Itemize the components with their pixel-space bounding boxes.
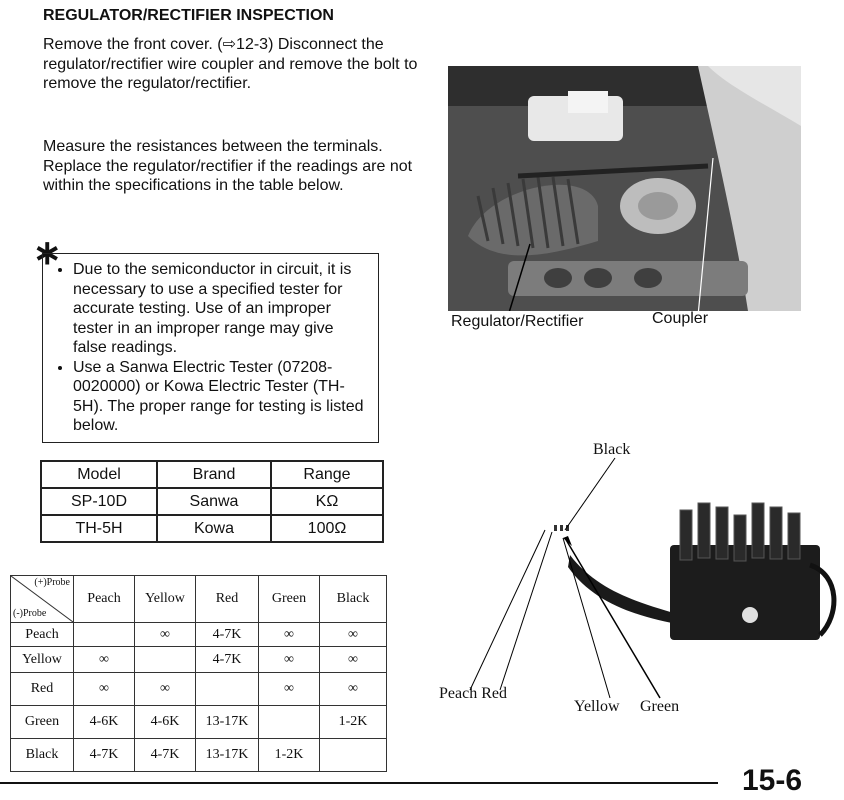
- table-cell: ∞: [259, 623, 320, 647]
- row-header: Yellow: [11, 647, 74, 673]
- row-header: Black: [11, 739, 74, 772]
- peach-red-terminal-label: Peach Red: [439, 685, 507, 702]
- table-cell: 4-6K: [74, 706, 135, 739]
- table-cell: ∞: [259, 673, 320, 706]
- green-terminal-label: Green: [640, 698, 680, 715]
- table-row: [11, 673, 387, 706]
- table-cell: KΩ: [271, 488, 383, 515]
- coupler-label: Coupler: [652, 310, 709, 327]
- table-cell: 4-7K: [196, 623, 259, 647]
- table-cell: 13-17K: [196, 706, 259, 739]
- table-cell: ∞: [320, 623, 387, 647]
- footer-rule: [0, 782, 718, 784]
- table-cell: [135, 647, 196, 673]
- row-header: Red: [11, 673, 74, 706]
- section-title: REGULATOR/RECTIFIER INSPECTION: [43, 7, 334, 24]
- table-row: [41, 515, 383, 542]
- probe-resistance-table: [10, 575, 387, 772]
- row-header: Green: [11, 706, 74, 739]
- table-cell: SP-10D: [41, 488, 157, 515]
- table-row: [11, 739, 387, 772]
- yellow-terminal-label: Yellow: [574, 698, 620, 715]
- column-header: Yellow: [135, 576, 196, 623]
- caution-note-item: • Use a Sanwa Electric Tester (07208-0020000) or Kowa Electric Tester (TH-5H). The proper range for testing is listed below.: [73, 358, 370, 436]
- table-cell: 4-7K: [196, 647, 259, 673]
- table-cell: Sanwa: [157, 488, 271, 515]
- plus-probe-label: (+)Probe: [34, 577, 70, 588]
- table-cell: 1-2K: [320, 706, 387, 739]
- regulator-location-photo: [448, 66, 801, 311]
- probe-corner-cell: [11, 576, 74, 623]
- row-header: Peach: [11, 623, 74, 647]
- table-cell: [74, 623, 135, 647]
- table-row: [11, 706, 387, 739]
- table-row: [11, 647, 387, 673]
- table-cell: 4-7K: [74, 739, 135, 772]
- table-cell: ∞: [135, 673, 196, 706]
- terminal-leader-lines: [430, 440, 690, 700]
- column-header: Red: [196, 576, 259, 623]
- table-row: [11, 623, 387, 647]
- table-cell: ∞: [74, 647, 135, 673]
- table-cell: 4-6K: [135, 706, 196, 739]
- column-header: Green: [259, 576, 320, 623]
- table-cell: 4-7K: [135, 739, 196, 772]
- column-header: Black: [320, 576, 387, 623]
- table-cell: ∞: [135, 623, 196, 647]
- column-header: Brand: [157, 461, 271, 488]
- caution-asterisk-icon: ∗: [33, 234, 62, 272]
- column-header: Peach: [74, 576, 135, 623]
- table-cell: 13-17K: [196, 739, 259, 772]
- table-cell: ∞: [259, 647, 320, 673]
- minus-probe-label: (-)Probe: [13, 608, 47, 619]
- caution-note-item: • Due to the semiconductor in circuit, it is necessary to use a specified tester for accurate testing. Use of an improper tester in an improper range may give false readings.: [73, 260, 370, 358]
- measurement-instructions: Measure the resistances between the terminals. Replace the regulator/rectifier if the readings are not within the specifications in the table below.: [43, 138, 413, 194]
- regulator-rectifier-label: Regulator/Rectifier: [451, 313, 584, 330]
- table-cell: ∞: [74, 673, 135, 706]
- table-cell: TH-5H: [41, 515, 157, 542]
- column-header: Range: [271, 461, 383, 488]
- table-header-row: [11, 576, 387, 623]
- table-cell: 1-2K: [259, 739, 320, 772]
- table-cell: ∞: [320, 647, 387, 673]
- table-cell: [320, 739, 387, 772]
- table-cell: ∞: [320, 673, 387, 706]
- page-number: 15-6: [742, 764, 803, 797]
- column-header: Model: [41, 461, 157, 488]
- table-cell: Kowa: [157, 515, 271, 542]
- caution-note-box: [42, 253, 379, 443]
- tester-table: [40, 460, 384, 543]
- table-cell: [259, 706, 320, 739]
- removal-instructions: Remove the front cover. (⇨12-3) Disconnect the regulator/rectifier wire coupler and remove the bolt to remove the regulator/rectifier.: [43, 36, 418, 92]
- table-row: [41, 488, 383, 515]
- table-cell: 100Ω: [271, 515, 383, 542]
- black-terminal-label: Black: [593, 441, 631, 458]
- table-cell: [196, 673, 259, 706]
- table-header-row: [41, 461, 383, 488]
